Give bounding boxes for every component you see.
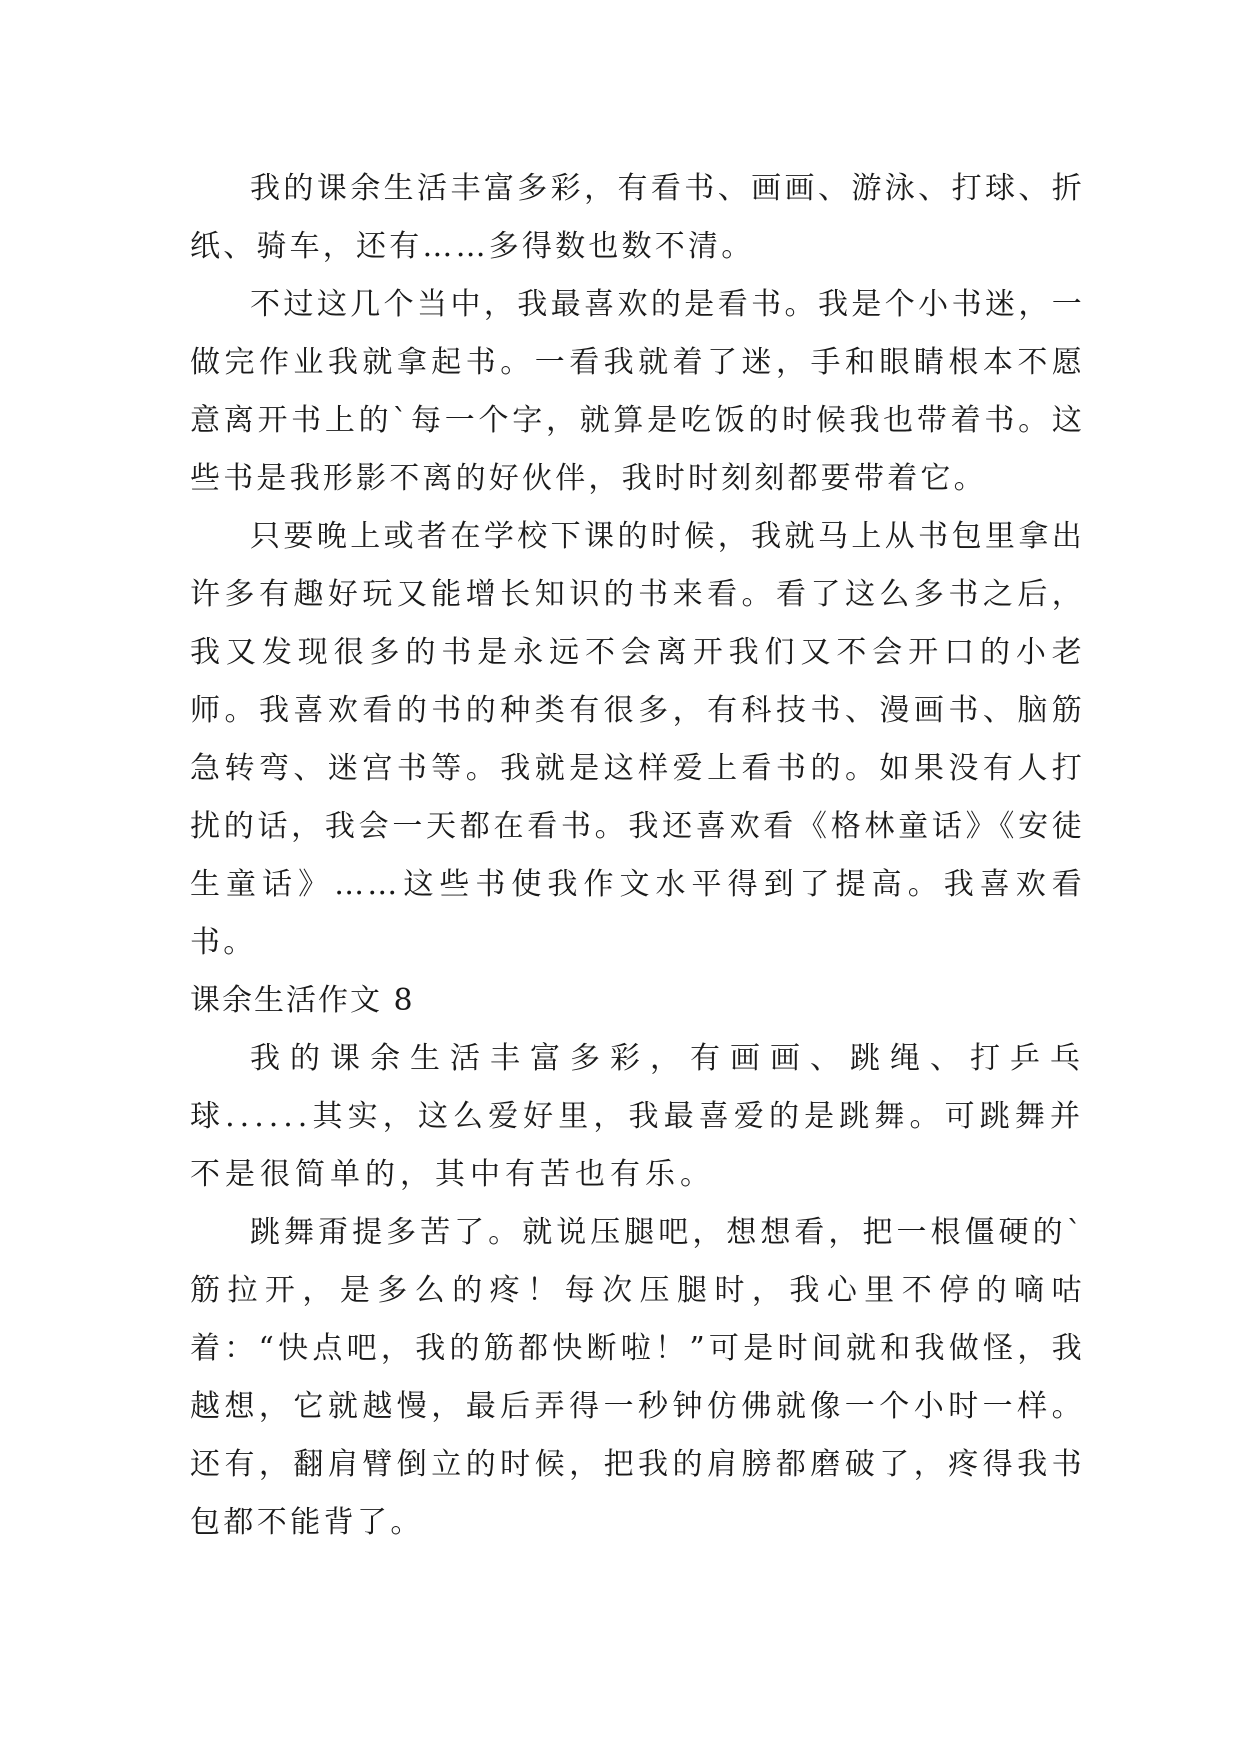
paragraph-reading-habits: 只要晚上或者在学校下课的时候，我就马上从书包里拿出许多有趣好玩又能增长知识的书来看。看了这么多书之后，我又发现很多的书是永远不会离开我们又不会开口的小老师。我喜欢看的书的种类有很多，有科技书、漫画书、脑筋急转弯、迷宫书等。我就是这样爱上看书的。如果没有人打扰的话，我会一天都在看书。我还喜欢看《格林童话》《安徒生童话》……这些书使我作文水平得到了提高。我喜欢看书。 [190, 519, 1085, 960]
paragraph-dance-intro: 我的课余生活丰富多彩，有画画、跳绳、打乒乓球......其实，这么爱好里，我最喜爱的是跳舞。可跳舞并不是很简单的，其中有苦也有乐。 [190, 1041, 1085, 1192]
paragraph-dance-hardship: 跳舞甭提多苦了。就说压腿吧，想想看，把一根僵硬的`筋拉开，是多么的疼！每次压腿时，我心里不停的嘀咕着：“快点吧，我的筋都快断啦！”可是时间就和我做怪，我越想，它就越慢，最后弄得一秒钟仿佛就像一个小时一样。还有，翻肩臂倒立的时候，把我的肩膀都磨破了，疼得我书包都不能背了。 [190, 1215, 1085, 1540]
section-heading: 课余生活作文 8 [190, 983, 415, 1018]
paragraph-favorite-reading: 不过这几个当中，我最喜欢的是看书。我是个小书迷，一做完作业我就拿起书。一看我就着了迷，手和眼睛根本不愿意离开书上的`每一个字，就算是吃饭的时候我也带着书。这些书是我形影不离的好伙伴，我时时刻刻都要带着它。 [190, 287, 1085, 496]
essay-body [190, 160, 1085, 1552]
paragraph-hobbies-intro: 我的课余生活丰富多彩，有看书、画画、游泳、打球、折纸、骑车，还有……多得数也数不清。 [190, 171, 1085, 264]
